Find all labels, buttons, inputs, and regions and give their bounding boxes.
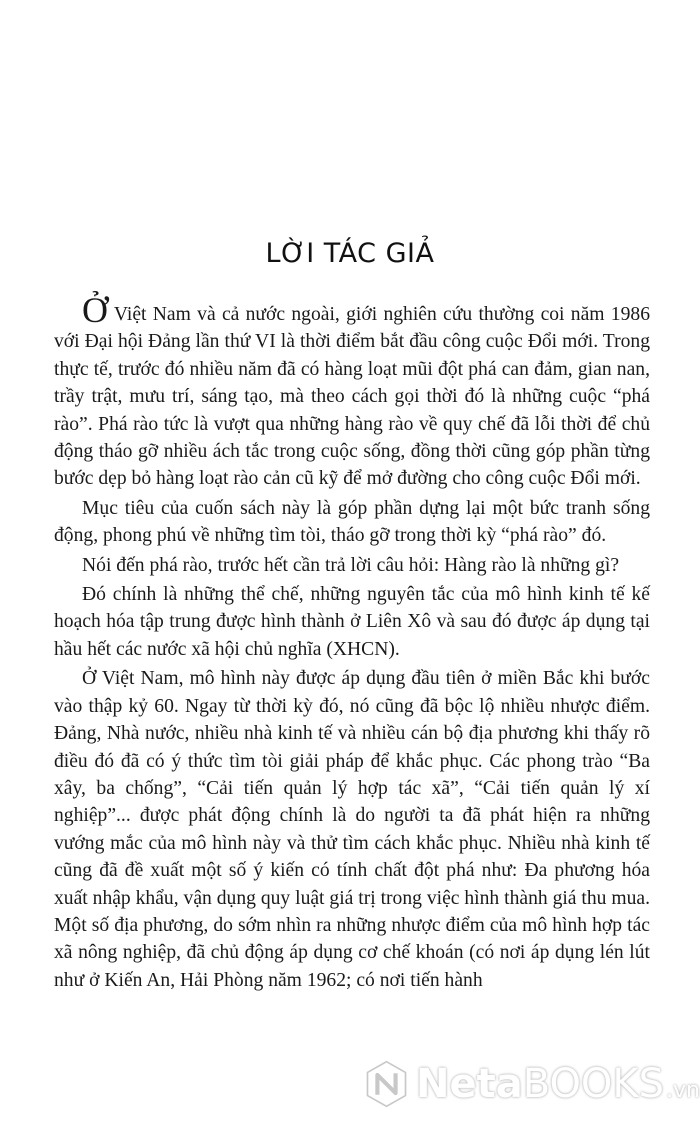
paragraph: Đó chính là những thể chế, những nguyên tắc của mô hình kinh tế kế hoạch hóa tập trung được hình thành ở Liên Xô và sau đó được áp dụng tại hầu hết các nước xã hội chủ nghĩa (XHCN).: [54, 584, 650, 660]
watermark-brand-bold: Neta: [415, 1061, 523, 1107]
netabooks-logo-icon: [365, 1055, 408, 1113]
paragraph: Mục tiêu của cuốn sách này là góp phần dựng lại một bức tranh sống động, phong phú về những tìm tòi, tháo gỡ trong thời kỳ “phá rào” đó.: [54, 497, 650, 547]
watermark-suffix: .vn: [666, 1078, 700, 1103]
body-text: [54, 290, 650, 996]
paragraph: Nói đến phá rào, trước hết cần trả lời câu hỏi: Hàng rào là những gì?: [82, 554, 620, 576]
page-title: LỜI TÁC GIẢ: [265, 238, 435, 270]
netabooks-watermark: [365, 1046, 700, 1122]
paragraph: Ở Việt Nam, mô hình này được áp dụng đầu tiên ở miền Bắc khi bước vào thập kỷ 60. Ngay từ thời kỳ đó, nó cũng đã bộc lộ nhiều nhược điểm. Đảng, Nhà nước, nhiều nhà kinh tế và nhiều cán bộ địa phương khi thấy rõ điều đó đã có ý thức tìm tòi giải pháp để khắc phục. Các phong trào “Ba xây, ba chống”, “Cải tiến quản lý hợp tác xã”, “Cải tiến quản lý xí nghiệp”... được phát động chính là do người ta đã phát hiện ra những vướng mắc của mô hình này và thử tìm cách khắc phục. Nhiều nhà kinh tế cũng đã đề xuất một số ý kiến có tính chất đột phá như: Đa phương hóa xuất nhập khẩu, vận dụng quy luật giá trị trong việc hình thành giá thu mua. Một số địa phương, do sớm nhìn ra những nhược điểm của mô hình hợp tác xã nông nghiệp, đã chủ động áp dụng cơ chế khoán (có nơi áp dụng lén lút như ở Kiến An, Hải Phòng năm 1962; có nơi tiến hành: [54, 668, 650, 991]
watermark-brand-light: BOOKS: [522, 1061, 665, 1107]
paragraph: [54, 290, 650, 493]
drop-cap: Ở: [82, 290, 108, 330]
paragraph-text: Việt Nam và cả nước ngoài, giới nghiên cứu thường coi năm 1986 với Đại hội Đảng lần thứ VI là thời điểm bắt đầu công cuộc Đổi mới. Trong thực tế, trước đó nhiều năm đã có hàng loạt mũi đột phá can đảm, gian nan, trầy trật, mưu trí, sáng tạo, mà theo cách gọi thời đó là những cuộc “phá rào”. Phá rào tức là vượt qua những hàng rào về quy chế đã lỗi thời để chủ động tháo gỡ nhiều ách tắc trong cuộc sống, đồng thời cũng góp phần từng bước dẹp bỏ hàng loạt rào cản cũ kỹ để mở đường cho công cuộc Đổi mới.: [54, 304, 650, 490]
watermark-text: [416, 1061, 700, 1107]
